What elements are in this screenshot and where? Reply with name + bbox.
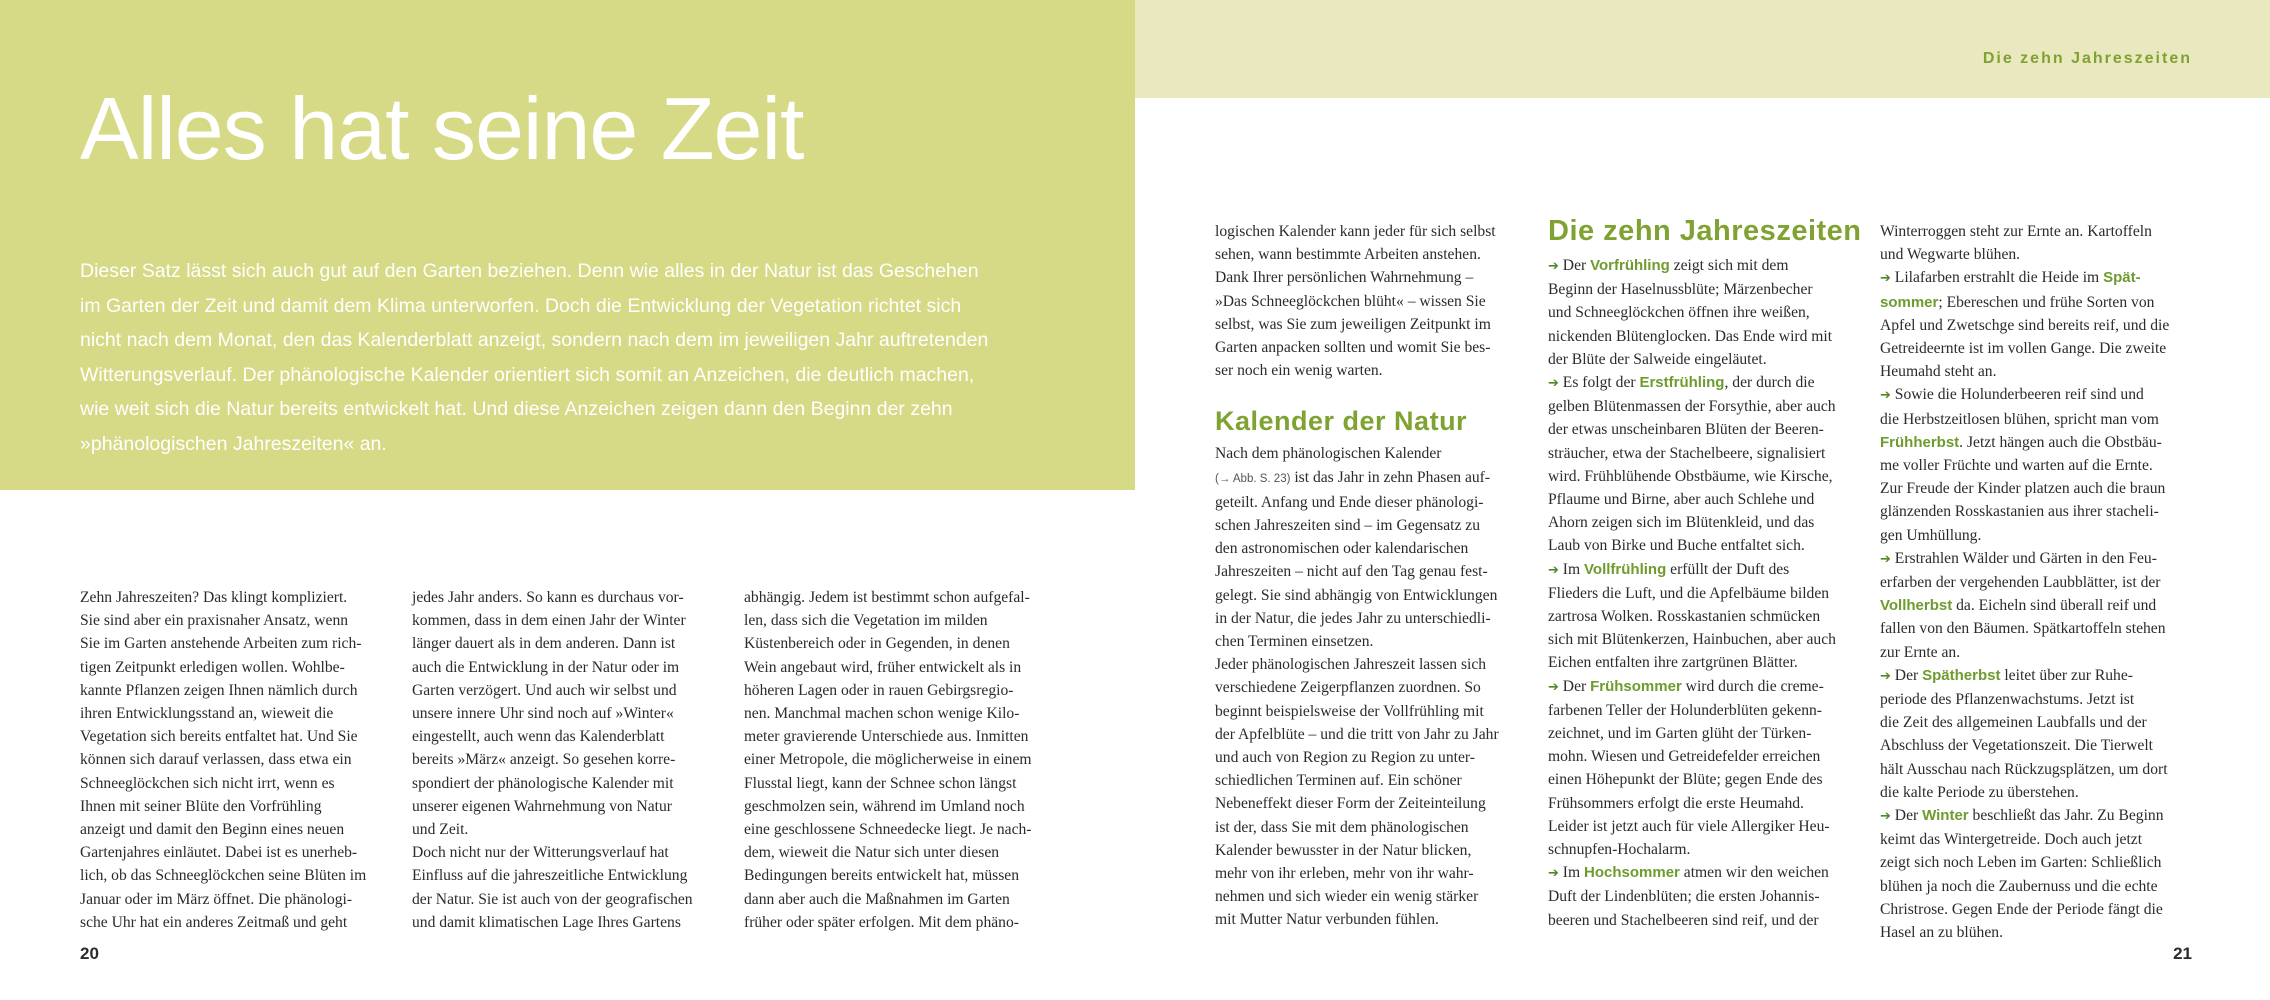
text-line: nickenden Blütenglocken. Das Ende wird mit <box>1548 327 1833 345</box>
text-line: farbenen Teller der Holunderblüten gekenn- <box>1548 701 1822 719</box>
text-line: die Zeit des allgemeinen Laubfalls und der <box>1880 714 2147 732</box>
season-term: Winter <box>1922 807 1969 825</box>
text-line: ➔ Erstrahlen Wälder und Gärten in den Feu- <box>1880 549 2157 567</box>
text-line: Beginn der Haselnussblüte; Märzenbecher <box>1548 281 1813 299</box>
text-line: der Apfelblüte – und die tritt von Jahr zu Jahr <box>1215 725 1499 743</box>
text-line: beginnt beispielsweise der Vollfrühling mit <box>1215 702 1484 720</box>
text-line: ➔ Der Vorfrühling zeigt sich mit dem <box>1548 257 1789 274</box>
text-line: bereits »März« anzeigt. So gesehen korre- <box>412 751 676 769</box>
text-line: unserer eigenen Wahrnehmung von Natur <box>412 797 672 815</box>
text-line: blühen ja noch die Zaubernuss und die echte <box>1880 877 2158 895</box>
text-line: und Zeit. <box>412 821 469 839</box>
text-line: zeigt sich noch Leben im Garten: Schließlich <box>1880 854 2162 872</box>
text-line: mit Mutter Natur verbunden fühlen. <box>1215 911 1439 929</box>
text-line: »Das Schneeglöckchen blüht« – wissen Sie <box>1215 292 1486 310</box>
top-band <box>1135 0 2270 98</box>
text-line: Hasel an zu blühen. <box>1880 924 2003 942</box>
season-term: sommer <box>1880 293 1939 311</box>
arrow-right-icon: ➔ <box>1548 679 1559 695</box>
running-head: Die zehn Jahreszeiten <box>1982 50 2192 67</box>
page-title: Alles hat seine Zeit <box>80 79 804 178</box>
text-line: eingestellt, auch wenn das Kalenderblatt <box>412 728 665 746</box>
season-term: Frühherbst <box>1880 433 1960 451</box>
text-line: periode des Pflanzenwachstums. Jetzt ist <box>1880 691 2135 709</box>
text-line: mohn. Wiesen und Getreidefelder erreichen <box>1548 748 1821 766</box>
text-line: Frühherbst. Jetzt hängen auch die Obstbäu- <box>1880 433 2162 451</box>
text-line: sehen, wann bestimmte Arbeiten anstehen. <box>1215 246 1481 264</box>
intro-line: Dieser Satz lässt sich auch gut auf den Garten beziehen. Denn wie alles in der Natur ist das Geschehen <box>80 260 979 282</box>
text-line: schnupfen-Hochalarm. <box>1548 841 1691 859</box>
text-line: len, dass sich die Vegetation im milden <box>744 612 988 630</box>
text-line: Zehn Jahreszeiten? Das klingt kompliziert. <box>80 589 348 606</box>
season-term: Vollfrühling <box>1584 560 1667 578</box>
text-line: Flieders die Luft, und die Apfelbäume bilden <box>1548 584 1830 602</box>
text-line: höheren Lagen oder in rauen Gebirgsregio- <box>744 681 1014 699</box>
text-line: me voller Früchte und warten auf die Ernte. <box>1880 457 2153 475</box>
text-line: können sich darauf verlassen, dass etwa ein <box>80 751 352 769</box>
text-line: Gartenjahres einläutet. Dabei ist es unerheb- <box>80 844 358 862</box>
text-line: dann aber auch die Maßnahmen im Garten <box>744 890 1010 908</box>
text-line: eine geschlossene Schneedecke liegt. Je nach- <box>744 821 1032 839</box>
text-line: mehr von ihr erleben, mehr von ihr wahr- <box>1215 865 1474 883</box>
arrow-right-icon: ➔ <box>1880 551 1891 567</box>
text-line: sche Uhr hat ein anderes Zeitmaß und geht <box>80 913 348 931</box>
right-page <box>1135 0 2270 1000</box>
text-line: wird. Frühblühende Obstbäume, wie Kirsche, <box>1548 467 1833 485</box>
text-line: zur Ernte an. <box>1880 643 1961 661</box>
text-line: verschiedene Zeigerpflanzen zuordnen. So <box>1215 679 1481 697</box>
season-term: Vollherbst <box>1880 597 1953 615</box>
text-line: geschmolzen sein, während im Umland noch <box>744 797 1025 815</box>
text-line: Januar oder im März öffnet. Die phänologi- <box>80 890 353 908</box>
intro-line: Witterungsverlauf. Der phänologische Kalender orientiert sich somit an Anzeichen, die deutlich machen, <box>80 363 975 386</box>
intro-line: wie weit sich die Natur bereits entwickelt hat. Und diese Anzeichen zeigen dann den Beginn der zehn <box>80 398 953 420</box>
season-term: Frühsommer <box>1590 677 1682 695</box>
text-line: Apfel und Zwetschge sind bereits reif, und die <box>1880 316 2170 334</box>
text-line: Garten anpacken sollten und womit Sie bes- <box>1215 339 1491 357</box>
text-line: zartrosa Wolken. Rosskastanien schmücken <box>1548 608 1821 626</box>
text-line: Frühsommers erfolgt die erste Heumahd. <box>1548 794 1804 812</box>
text-line: früher oder später erfolgen. Mit dem phäno- <box>744 913 1019 931</box>
text-line: Vollherbst da. Eicheln sind überall reif und <box>1880 597 2157 615</box>
text-line: ➔ Im Vollfrühling erfüllt der Duft des <box>1548 560 1790 578</box>
text-line: ist der, dass Sie mit dem phänologischen <box>1215 818 1469 836</box>
text-line: dem, wieweit die Natur sich unter diesen <box>744 844 1000 862</box>
text-line: ihren Entwicklungsstand an, wieweit die <box>80 705 334 723</box>
text-line: kannte Pflanzen zeigen Ihnen nämlich durch <box>80 681 358 699</box>
text-line: selbst, was Sie zum jeweiligen Zeitpunkt im <box>1215 315 1491 333</box>
page-number-left: 20 <box>80 944 99 963</box>
text-line: hält Ausschau nach Rückzugsplätzen, um dort <box>1880 760 2168 778</box>
text-line: ser noch ein wenig warten. <box>1215 362 1383 380</box>
arrow-right-icon: ➔ <box>1880 668 1891 684</box>
season-term: Hochsommer <box>1584 864 1680 882</box>
text-line: Wein angebaut wird, früher entwickelt als in <box>744 658 1022 676</box>
arrow-right-icon: ➔ <box>1880 809 1891 825</box>
text-line: schen Jahreszeiten sind – im Gegensatz zu <box>1215 517 1481 535</box>
text-line: abhängig. Jedem ist bestimmt schon aufgefal- <box>744 589 1030 606</box>
figure-reference: (→ Abb. S. 23) <box>1215 472 1291 485</box>
hero-block <box>0 0 1135 490</box>
text-line: gen Umhüllung. <box>1880 526 1982 544</box>
body-column-2 <box>412 586 693 934</box>
text-line: die Herbstzeitlosen blühen, spricht man vom <box>1880 410 2159 428</box>
section-heading-jahreszeiten: Die zehn Jahreszeiten <box>1548 215 1862 247</box>
text-line: beeren und Stachelbeeren sind reif, und der <box>1548 911 1819 929</box>
text-line: Heumahd steht an. <box>1880 363 1997 381</box>
text-line: der Natur. Sie ist auch von der geografischen <box>412 890 693 908</box>
text-line: logischen Kalender kann jeder für sich selbst <box>1215 223 1496 240</box>
text-line: (→ Abb. S. 23) ist das Jahr in zehn Phasen auf- <box>1215 468 1491 486</box>
text-line: keimt das Wintergetreide. Doch auch jetzt <box>1880 831 2143 849</box>
text-line: und Wegwarte blühen. <box>1880 246 2021 264</box>
section-heading-kalender: Kalender der Natur <box>1215 406 1468 437</box>
text-line: kommen, dass in dem einen Jahr der Winter <box>412 612 686 630</box>
text-line: Einfluss auf die jahreszeitliche Entwicklung <box>412 867 688 885</box>
text-line: schiedlichen Terminen auf. Ein schöner <box>1215 772 1462 790</box>
text-line: zeichnet, und im Garten glüht der Türken- <box>1548 725 1812 743</box>
intro-line: »phänologischen Jahreszeiten« an. <box>80 432 387 455</box>
text-line: gelben Blütenmassen der Forsythie, aber auch <box>1548 398 1836 416</box>
intro-line: nicht nach dem Monat, den das Kalenderblatt anzeigt, sondern nach dem im jeweiligen Jahr auftretenden <box>80 329 989 351</box>
text-line: Zur Freude der Kinder platzen auch die braun <box>1880 480 2166 498</box>
text-line: länger dauert als in dem anderen. Dann ist <box>412 635 676 653</box>
season-term: Spätherbst <box>1922 666 2001 684</box>
body-column-3 <box>744 586 1032 934</box>
text-line: Laub von Birke und Buche entfaltet sich. <box>1548 537 1805 555</box>
text-line: nehmen und sich wieder ein wenig stärker <box>1215 888 1479 906</box>
right-column-1 <box>1215 220 1499 932</box>
arrow-right-icon: ➔ <box>1880 271 1891 287</box>
text-line: Leider ist jetzt auch für viele Allergiker Heu- <box>1548 817 1830 835</box>
text-line: ➔ Sowie die Holunderbeeren reif sind und <box>1880 386 2144 404</box>
text-line: Christrose. Gegen Ende der Periode fängt die <box>1880 900 2163 918</box>
text-line: sommer; Ebereschen und frühe Sorten von <box>1880 293 2155 311</box>
season-term: Spät- <box>2103 269 2141 287</box>
text-line: ➔ Lilafarben erstrahlt die Heide im Spät- <box>1880 269 2141 287</box>
text-line: ➔ Der Spätherbst leitet über zur Ruhe- <box>1880 666 2133 684</box>
text-line: gelegt. Sie sind abhängig von Entwicklungen <box>1215 586 1498 604</box>
text-line: Getreideernte ist im vollen Gange. Die zweite <box>1880 340 2167 358</box>
text-line: geteilt. Anfang und Ende dieser phänologi- <box>1215 493 1484 511</box>
text-line: fallen von den Bäumen. Spätkartoffeln stehen <box>1880 620 2166 638</box>
text-line: der Blüte der Salweide eingeläutet. <box>1548 350 1767 368</box>
text-line: erfarben der vergehenden Laubblätter, ist der <box>1880 574 2161 592</box>
text-line: in der Natur, die jedes Jahr zu unterschiedli- <box>1215 609 1491 627</box>
text-line: der etwas unscheinbaren Blüten der Beeren- <box>1548 421 1824 439</box>
text-line: Jeder phänologischen Jahreszeit lassen sich <box>1215 656 1487 674</box>
intro-paragraph <box>80 254 1060 461</box>
intro-line: im Garten der Zeit und damit dem Klima unterworfen. Doch die Entwicklung der Vegetation richtet sich <box>80 294 962 317</box>
text-line: Schneeglöckchen sich nicht irrt, wenn es <box>80 774 335 792</box>
text-line: sich mit Blütenkerzen, Hainbuchen, aber auch <box>1548 631 1836 649</box>
text-line: glänzenden Rosskastanien aus ihrer stacheli- <box>1880 503 2159 521</box>
text-line: Winterroggen steht zur Ernte an. Kartoffeln <box>1880 223 2152 240</box>
text-line: spondiert der phänologische Kalender mit <box>412 774 674 792</box>
text-line: Küstenbereich oder in Gegenden, in denen <box>744 635 1010 653</box>
text-line: Nebeneffekt dieser Form der Zeiteinteilung <box>1215 795 1486 813</box>
text-line: ➔ Der Frühsommer wird durch die creme- <box>1548 677 1824 695</box>
arrow-right-icon: ➔ <box>1548 259 1559 274</box>
text-line: anzeigt und damit den Beginn eines neuen <box>80 821 345 839</box>
right-column-2 <box>1548 212 1862 932</box>
text-line: Ihnen mit seiner Blüte den Vorfrühling <box>80 797 322 815</box>
text-line: Pflaume und Birne, aber auch Schlehe und <box>1548 491 1815 509</box>
text-line: einen Höhepunkt der Blüte; gegen Ende des <box>1548 771 1823 789</box>
text-line: Sie im Garten anstehende Arbeiten zum rich- <box>80 635 362 653</box>
text-line: den astronomischen oder kalendarischen <box>1215 540 1469 558</box>
text-line: unsere innere Uhr sind noch auf »Winter« <box>412 705 674 723</box>
page-number-right: 21 <box>2173 944 2192 963</box>
text-line: nen. Manchmal machen schon wenige Kilo- <box>744 705 1020 723</box>
body-column-1 <box>80 586 366 934</box>
text-line: Abschluss der Vegetationszeit. Die Tierwelt <box>1880 737 2153 755</box>
arrow-right-icon: ➔ <box>1880 388 1891 404</box>
text-line: Sie sind aber ein praxisnaher Ansatz, wenn <box>80 612 349 630</box>
text-line: Flusstal liegt, kann der Schnee schon längst <box>744 774 1017 792</box>
text-line: einer Metropole, die möglicherweise in einem <box>744 751 1032 769</box>
text-line: tigen Zeitpunkt erledigen wollen. Wohlbe- <box>80 658 345 676</box>
text-line: ➔ Im Hochsommer atmen wir den weichen <box>1548 864 1829 882</box>
text-line: chen Terminen einsetzen. <box>1215 633 1374 651</box>
text-line: Dank Ihrer persönlichen Wahrnehmung – <box>1215 269 1474 287</box>
text-line: und damit klimatischen Lage Ihres Gartens <box>412 913 681 931</box>
text-line: Garten verzögert. Und auch wir selbst und <box>412 681 677 699</box>
right-column-3 <box>1880 220 2169 944</box>
season-term: Erstfrühling <box>1639 374 1725 392</box>
text-line: Doch nicht nur der Witterungsverlauf hat <box>412 844 669 862</box>
text-line: meter gravierende Unterschiede aus. Inmitten <box>744 728 1029 746</box>
arrow-right-icon: ➔ <box>1548 866 1559 882</box>
text-line: Duft der Lindenblüten; die ersten Johannis- <box>1548 888 1820 906</box>
text-line: und auch von Region zu Region zu unter- <box>1215 749 1475 767</box>
text-line: jedes Jahr anders. So kann es durchaus vor- <box>412 589 684 606</box>
text-line: auch die Entwicklung in der Natur oder im <box>412 658 680 676</box>
text-line: sträucher, etwa der Stachelbeere, signalisiert <box>1548 444 1826 462</box>
text-line: ➔ Es folgt der Erstfrühling, der durch die <box>1548 374 1815 392</box>
text-line: die kalte Periode zu überstehen. <box>1880 783 2079 801</box>
text-line: Eichen entfalten ihre zartgrünen Blätter. <box>1548 654 1798 672</box>
text-line: Bedingungen bereits entwickelt hat, müssen <box>744 867 1019 885</box>
season-term: Vorfrühling <box>1590 257 1670 274</box>
text-line: lich, ob das Schneeglöckchen seine Blüten im <box>80 867 367 885</box>
arrow-right-icon: ➔ <box>1548 562 1559 578</box>
arrow-right-icon: ➔ <box>1548 376 1559 392</box>
text-line: Jahreszeiten – nicht auf den Tag genau fest- <box>1215 563 1488 581</box>
text-line: ➔ Der Winter beschließt das Jahr. Zu Beginn <box>1880 807 2164 825</box>
text-line: Ahorn zeigen sich im Blütenkleid, und das <box>1548 514 1815 532</box>
text-line: und Schneeglöckchen öffnen ihre weißen, <box>1548 304 1810 322</box>
text-line: Nach dem phänologischen Kalender <box>1215 445 1442 463</box>
text-line: Kalender bewusster in der Natur blicken, <box>1215 841 1472 859</box>
text-line: Vegetation sich bereits entfaltet hat. Und Sie <box>80 728 358 746</box>
